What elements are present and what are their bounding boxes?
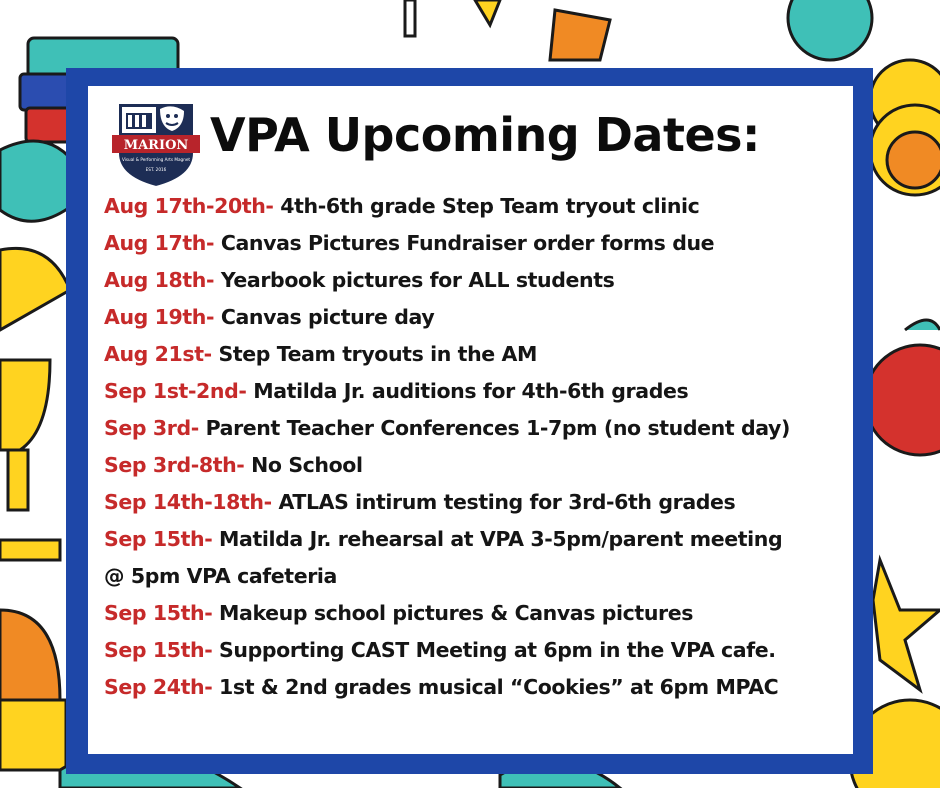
event-date: Sep 3rd-8th-: [104, 453, 252, 477]
pencil-icon: [405, 0, 610, 60]
star-icon: [873, 560, 940, 690]
event-description: ATLAS intirum testing for 3rd-6th grades: [278, 490, 736, 514]
event-description: Matilda Jr. rehearsal at VPA 3-5pm/parent meeting: [219, 527, 783, 551]
protractor-icon: [0, 610, 66, 770]
event-row: [104, 262, 844, 299]
event-row: [104, 558, 844, 595]
event-description: 4th-6th grade Step Team tryout clinic: [280, 194, 700, 218]
event-row: [104, 447, 844, 484]
trophy-icon: [0, 360, 60, 560]
event-description: Yearbook pictures for ALL students: [220, 268, 615, 292]
event-date: Sep 15th-: [104, 527, 220, 551]
event-date: Aug 21st-: [104, 342, 219, 366]
flower-icon: [870, 60, 940, 195]
marion-vpa-logo: [108, 97, 204, 189]
event-description: Step Team tryouts in the AM: [218, 342, 537, 366]
event-row: [104, 484, 844, 521]
event-row: [104, 373, 844, 410]
event-description: Parent Teacher Conferences 1-7pm (no student day): [205, 416, 790, 440]
event-description: Matilda Jr. auditions for 4th-6th grades: [253, 379, 689, 403]
teal-ball-icon: [788, 0, 872, 60]
event-date: Aug 17th-: [104, 231, 221, 255]
event-row: [104, 669, 844, 706]
event-date: Aug 18th-: [104, 268, 221, 292]
event-date: Sep 24th-: [104, 675, 220, 699]
event-row: [104, 336, 844, 373]
event-description: @ 5pm VPA cafeteria: [104, 564, 337, 588]
event-date: Sep 15th-: [104, 601, 220, 625]
event-row: [104, 595, 844, 632]
event-date: Sep 1st-2nd-: [104, 379, 254, 403]
event-date: Aug 17th-20th-: [104, 194, 281, 218]
event-description: No School: [251, 453, 363, 477]
event-row: [104, 521, 844, 558]
event-row: [104, 410, 844, 447]
event-description: 1st & 2nd grades musical “Cookies” at 6pm MPAC: [219, 675, 779, 699]
event-description: Supporting CAST Meeting at 6pm in the VPA cafe.: [219, 638, 776, 662]
event-description: Canvas Pictures Fundraiser order forms due: [220, 231, 715, 255]
event-date: Sep 14th-18th-: [104, 490, 279, 514]
event-date: Sep 15th-: [104, 638, 220, 662]
logo-name: MARION: [123, 138, 189, 153]
event-description: Canvas picture day: [220, 305, 435, 329]
event-row: [104, 188, 844, 225]
page-title: VPA Upcoming Dates:: [210, 108, 760, 162]
event-row: [104, 632, 844, 669]
event-row: [104, 225, 844, 262]
events-list: [104, 188, 844, 706]
event-date: Aug 19th-: [104, 305, 221, 329]
logo-subtitle: Visual & Performing Arts Magnet: [121, 157, 191, 162]
event-date: Sep 3rd-: [104, 416, 206, 440]
logo-est: EST. 2016: [145, 167, 167, 172]
event-description: Makeup school pictures & Canvas pictures: [219, 601, 694, 625]
event-row: [104, 299, 844, 336]
apple-icon: [865, 320, 940, 455]
